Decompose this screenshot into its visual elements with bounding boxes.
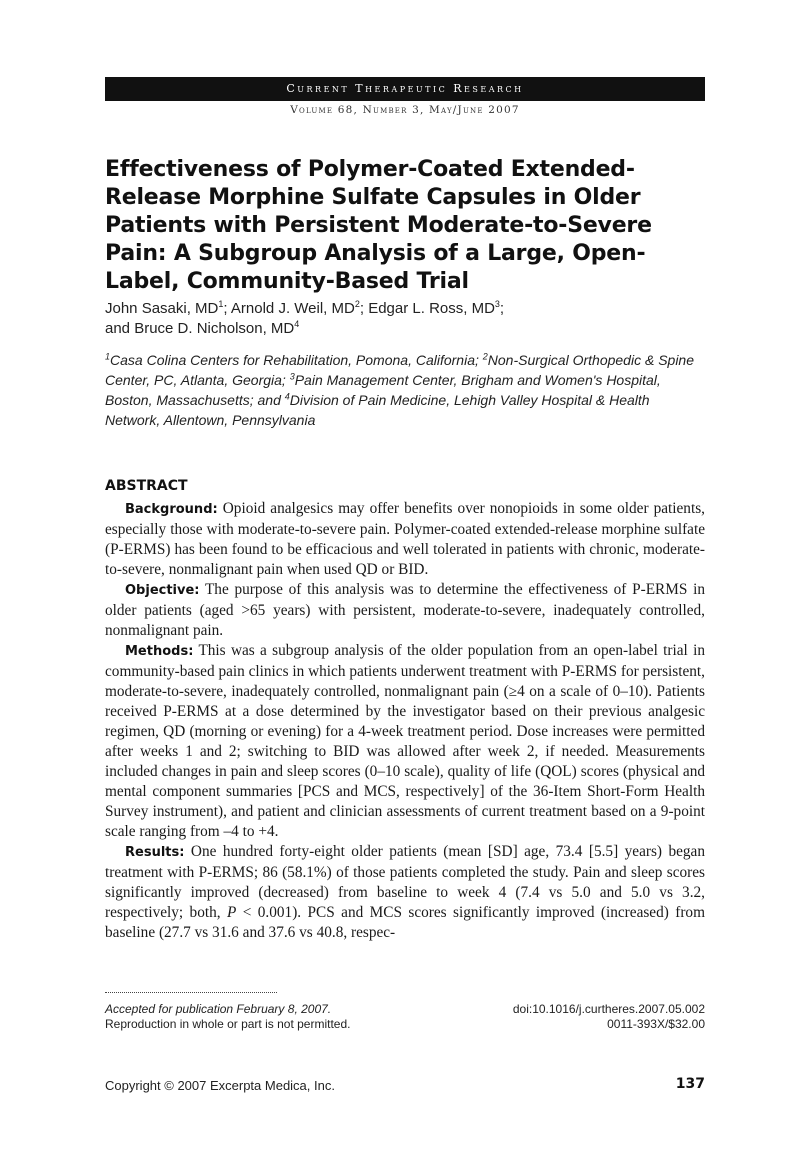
affiliation-text: Casa Colina Centers for Rehabilitation, Pomona, California; xyxy=(110,352,483,368)
section-label: Objective: xyxy=(125,583,200,598)
footnote-divider xyxy=(105,992,277,993)
abstract-objective xyxy=(105,580,705,641)
issn-price: 0011-393X/$32.00 xyxy=(607,1017,705,1031)
section-text: The purpose of this analysis was to determine the effectiveness of P-ERMS in older patients (aged >65 years) with persistent, moderate-to-severe, inadequately controlled, nonmalignant pain. xyxy=(105,581,705,639)
section-text: Opioid analgesics may offer benefits over nonopioids in some older patients, especially those with moderate-to-severe pain. Polymer-coated extended-release morphine sulfate (P-ERMS) has been found to be efficacious and well tolerated in patients with chronic, moderate-to-severe, nonmalignant pain when used QD or BID. xyxy=(105,500,705,578)
affiliation-text: Non-Surgical Orthopedic & Spine Center, PC, Atlanta, Georgia; xyxy=(105,352,695,388)
abstract-heading: ABSTRACT xyxy=(105,478,188,494)
issue-line: Volume 68, Number 3, May/June 2007 xyxy=(290,104,520,116)
affiliation-marker: 1 xyxy=(105,351,111,362)
abstract-section xyxy=(105,476,705,943)
section-label: Results: xyxy=(125,845,185,860)
affiliation-marker: 3 xyxy=(289,371,295,382)
abstract-results xyxy=(105,842,705,943)
section-text: < 0.001). PCS and MCS scores significantly improved (increased) from baseline (27.7 vs 31.6 and 37.6 vs 40.8, respec- xyxy=(105,904,705,941)
section-text: This was a subgroup analysis of the older population from an open-label trial in community-based pain clinics in which patients underwent treatment with P-ERMS for persistent, moderate-to-severe, inadequately controlled, nonmalignant pain (≥4 on a scale of 0–10). Patients received P-ERMS at a dose determined by the investigator based on their previous analgesic regimen, QD (morning or evening) for a 4-week treatment period. Dose increases were permitted after weeks 1 and 2; switching to BID was allowed after week 2, if needed. Measurements included changes in pain and sleep scores (0–10 scale), quality of life (QOL) scores (physical and mental component summaries [PCS and MCS, respectively] of the 36-Item Short-Form Health Survey instrument), and patient and clinician assessments of current treatment based on a 9-point scale ranging from –4 to +4. xyxy=(105,642,705,840)
affiliation-marker: 4 xyxy=(284,391,290,402)
footnote-left xyxy=(105,1002,465,1032)
author-list xyxy=(105,299,705,339)
affiliation-text: Pain Management Center, Brigham and Women's Hospital, Boston, Massachusetts; and xyxy=(105,372,661,408)
affiliation-marker: 1 xyxy=(218,299,224,309)
affiliation-marker: 2 xyxy=(482,351,488,362)
abstract-background xyxy=(105,499,705,580)
affiliations xyxy=(105,350,705,430)
author-name: ; Arnold J. Weil, MD xyxy=(223,300,355,317)
affiliation-marker: 2 xyxy=(354,299,360,309)
author-name: ; Edgar L. Ross, MD xyxy=(359,300,495,317)
article-title: Effectiveness of Polymer-Coated Extended-Release Morphine Sulfate Capsules in Older Patients with Persistent Moderate-to-Severe Pain: A Subgroup Analysis of a Large, Open-Label, Community-Based Trial xyxy=(105,157,652,294)
journal-banner: Current Therapeutic Research xyxy=(105,77,705,101)
section-text: One hundred forty-eight older patients (mean [SD] age, 73.4 [5.5] years) began treatment with P-ERMS; 86 (58.1%) of those patients completed the study. Pain and sleep scores significantly improved (decreased) from baseline to week 4 (7.4 vs 5.0 and 5.0 vs 3.2, respectively; both, xyxy=(105,843,705,921)
abstract-methods xyxy=(105,641,705,842)
author-name: John Sasaki, MD xyxy=(105,300,219,317)
author-separator: ; xyxy=(499,300,505,317)
reproduction-notice: Reproduction in whole or part is not permitted. xyxy=(105,1017,351,1031)
author-name: and Bruce D. Nicholson, MD xyxy=(105,320,295,337)
affiliation-marker: 4 xyxy=(294,319,300,329)
copyright: Copyright © 2007 Excerpta Medica, Inc. xyxy=(105,1078,335,1093)
section-label: Methods: xyxy=(125,644,194,659)
affiliation-text: Division of Pain Medicine, Lehigh Valley Hospital & Health Network, Allentown, Pennsylvania xyxy=(105,392,650,428)
p-value-symbol: P xyxy=(226,904,237,921)
page-number: 137 xyxy=(675,1076,705,1092)
footnote-right xyxy=(440,1002,705,1032)
doi: doi:10.1016/j.curtheres.2007.05.002 xyxy=(512,1002,705,1016)
section-label: Background: xyxy=(125,502,218,517)
accepted-date: Accepted for publication February 8, 2007. xyxy=(105,1002,332,1016)
affiliation-marker: 3 xyxy=(494,299,500,309)
